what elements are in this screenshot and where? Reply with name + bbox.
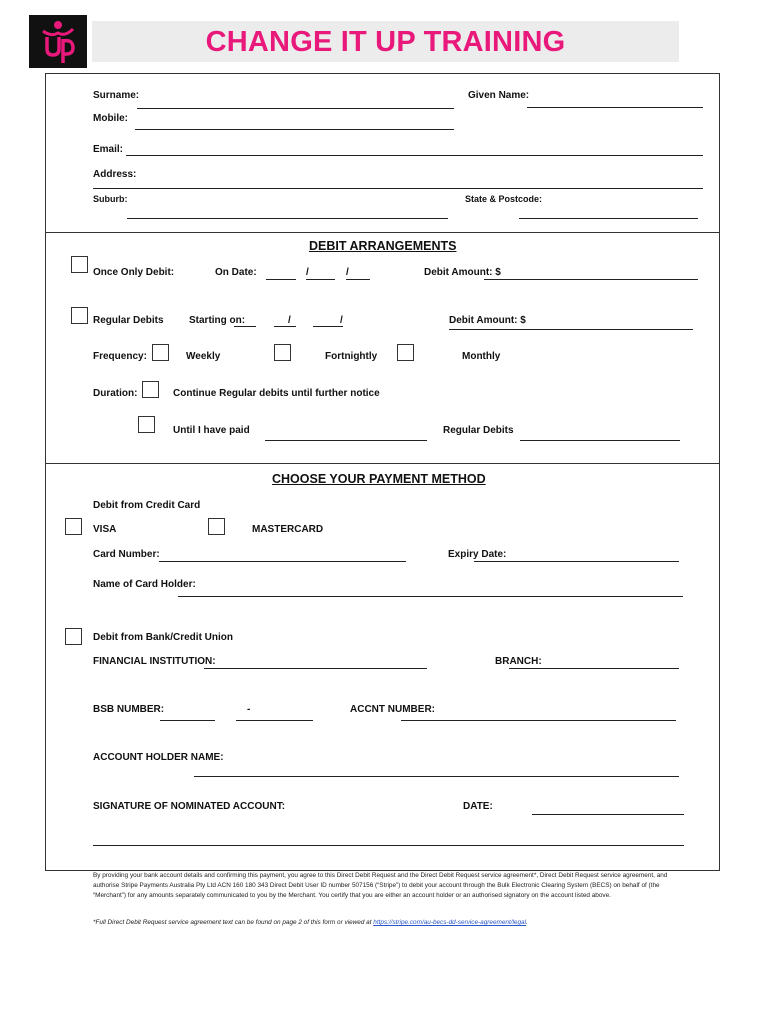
branch-field[interactable] [509, 668, 679, 669]
page-title: CHANGE IT UP TRAINING [205, 26, 566, 58]
regular-debits-suffix-label: Regular Debits [443, 425, 514, 436]
mobile-label: Mobile: [93, 113, 128, 124]
email-field[interactable] [126, 155, 703, 156]
service-agreement-note [93, 919, 693, 926]
on-date-slash-1: / [306, 267, 309, 278]
service-agreement-link[interactable]: https://stripe.com/au-becs-dd-service-agreement/legal [373, 919, 527, 926]
bsb-part-1-field[interactable] [160, 720, 215, 721]
branch-label: BRANCH: [495, 656, 542, 667]
logo [29, 15, 87, 68]
note-prefix: *Full Direct Debit Request service agreement text can be found on page 2 of this form or viewed at [93, 919, 372, 926]
card-number-field[interactable] [159, 561, 406, 562]
credit-card-heading: Debit from Credit Card [93, 500, 201, 511]
bank-debit-checkbox[interactable] [65, 628, 82, 645]
financial-institution-field[interactable] [204, 668, 427, 669]
fortnightly-label: Fortnightly [325, 351, 378, 362]
suburb-field[interactable] [127, 218, 448, 219]
continue-until-notice-checkbox[interactable] [142, 381, 159, 398]
monthly-label: Monthly [462, 351, 501, 362]
frequency-label: Frequency: [93, 351, 147, 362]
bsb-dash: - [247, 704, 251, 715]
account-number-label: ACCNT NUMBER: [350, 704, 435, 715]
note-suffix: . [526, 919, 528, 926]
expiry-date-label: Expiry Date: [448, 549, 507, 560]
on-date-label: On Date: [215, 267, 257, 278]
once-debit-amount-label: Debit Amount: $ [424, 267, 501, 278]
address-label: Address: [93, 169, 137, 180]
mastercard-checkbox[interactable] [208, 518, 225, 535]
starting-on-day-field[interactable] [234, 326, 256, 327]
mastercard-label: MASTERCARD [252, 524, 324, 535]
fortnightly-checkbox[interactable] [274, 344, 291, 361]
on-date-slash-2: / [346, 267, 349, 278]
bsb-part-2-field[interactable] [236, 720, 313, 721]
suburb-label: Suburb: [93, 194, 128, 204]
regular-debit-amount-field[interactable] [449, 329, 693, 330]
bsb-number-label: BSB NUMBER: [93, 704, 165, 715]
debit-arrangements-title: DEBIT ARRANGEMENTS [309, 239, 457, 253]
regular-debits-label: Regular Debits [93, 315, 164, 326]
surname-field[interactable] [137, 108, 454, 109]
state-postcode-field[interactable] [519, 218, 698, 219]
date-field[interactable] [532, 814, 684, 815]
starting-on-label: Starting on: [189, 315, 246, 326]
once-debit-amount-field[interactable] [484, 279, 698, 280]
account-number-field[interactable] [401, 720, 676, 721]
financial-institution-label: FINANCIAL INSTITUTION: [93, 656, 216, 667]
once-only-debit-label: Once Only Debit: [93, 267, 175, 278]
number-of-debits-field[interactable] [520, 440, 680, 441]
continue-until-notice-label: Continue Regular debits until further notice [173, 388, 380, 399]
monthly-checkbox[interactable] [397, 344, 414, 361]
on-date-year-field[interactable] [346, 279, 370, 280]
duration-label: Duration: [93, 388, 138, 399]
personal-details-section [45, 73, 720, 233]
visa-checkbox[interactable] [65, 518, 82, 535]
starting-on-month-field[interactable] [274, 326, 296, 327]
given-name-field[interactable] [527, 107, 703, 108]
given-name-label: Given Name: [468, 90, 530, 101]
address-field[interactable] [93, 188, 703, 189]
signature-label: SIGNATURE OF NOMINATED ACCOUNT: [93, 801, 286, 812]
card-number-label: Card Number: [93, 549, 160, 560]
surname-label: Surname: [93, 90, 140, 101]
state-postcode-label: State & Postcode: [465, 194, 543, 204]
starting-on-slash-2: / [340, 315, 343, 326]
date-label: DATE: [463, 801, 493, 812]
account-holder-label: ACCOUNT HOLDER NAME: [93, 752, 224, 763]
signature-field[interactable] [93, 845, 684, 846]
logo-figure-icon [29, 15, 87, 68]
email-label: Email: [93, 144, 124, 155]
until-paid-checkbox[interactable] [138, 416, 155, 433]
account-holder-field[interactable] [194, 776, 679, 777]
until-paid-label: Until I have paid [173, 425, 250, 436]
weekly-label: Weekly [186, 351, 221, 362]
visa-label: VISA [93, 524, 117, 535]
regular-debit-amount-label: Debit Amount: $ [449, 315, 526, 326]
card-holder-field[interactable] [178, 596, 683, 597]
card-holder-label: Name of Card Holder: [93, 579, 196, 590]
once-only-debit-checkbox[interactable] [71, 256, 88, 273]
regular-debits-checkbox[interactable] [71, 307, 88, 324]
weekly-checkbox[interactable] [152, 344, 169, 361]
legal-disclaimer: By providing your bank account details and confirming this payment, you agree to this Direct Debit Request and the Direct Debit Request service agreement*, Direct Debit Request service agreement, and authorise Stripe Payments Australia Pty Ltd ACN 160 180 343 Direct Debit User ID number 507156 (“Stripe”) to debit your account through the Bulk Electronic Clearing System (BECS) on behalf of (the “Merchant”) for any amounts separately communicated to you by the Merchant. You certify that you are either an account holder or an authorised signatory on the account listed above. [93, 872, 668, 899]
expiry-date-field[interactable] [474, 561, 679, 562]
bank-debit-heading: Debit from Bank/Credit Union [93, 632, 234, 643]
until-paid-amount-field[interactable] [265, 440, 427, 441]
payment-method-title: CHOOSE YOUR PAYMENT METHOD [272, 472, 486, 486]
on-date-day-field[interactable] [266, 279, 296, 280]
on-date-month-field[interactable] [306, 279, 335, 280]
starting-on-slash-1: / [288, 315, 291, 326]
mobile-field[interactable] [135, 129, 454, 130]
starting-on-year-field[interactable] [313, 326, 343, 327]
